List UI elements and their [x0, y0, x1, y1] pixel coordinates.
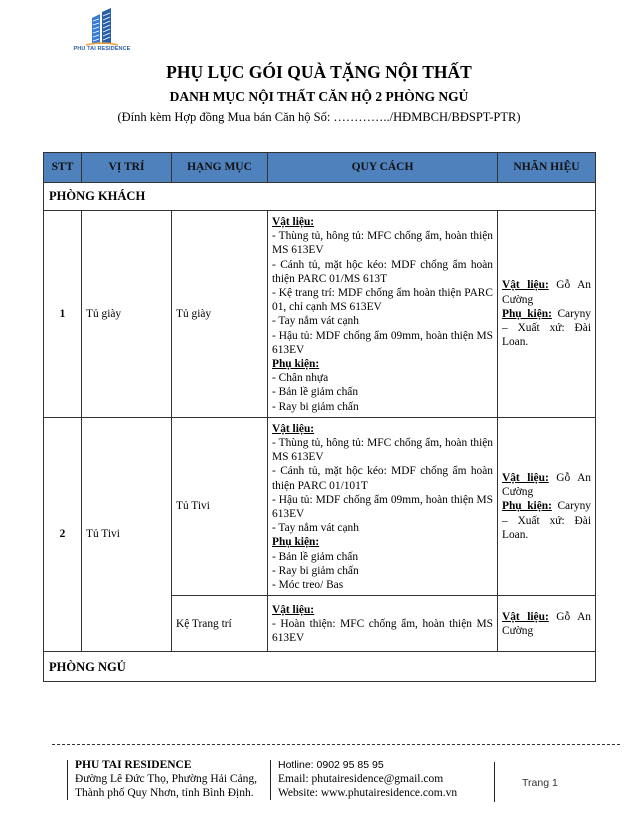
footer-address-2: Thành phố Quy Nhơn, tỉnh Bình Định. — [75, 787, 254, 799]
table-row — [44, 417, 596, 595]
brand-accessory: Caryny – Xuất xứ: Đài Loan. — [502, 500, 591, 541]
col-stt: STT — [44, 153, 82, 183]
row-category: Tủ giày — [172, 211, 268, 418]
spec-line: - Tay nắm vát cạnh — [272, 315, 359, 328]
brand-material-label: Vật liệu: — [502, 279, 549, 292]
col-spec: QUY CÁCH — [268, 153, 498, 183]
footer-email: Email: phutairesidence@gmail.com — [278, 773, 444, 785]
section-label: PHÒNG KHÁCH — [44, 183, 596, 211]
page-subtitle: DANH MỤC NỘI THẤT CĂN HỘ 2 PHÒNG NGỦ — [169, 89, 469, 104]
section-label: PHÒNG NGỦ — [44, 652, 596, 682]
brand-accessory: Caryny – Xuất xứ: Đài Loan. — [502, 307, 591, 349]
section-row-bedroom — [44, 652, 596, 682]
spec-line: - Cánh tủ, mặt hộc kéo: MDF chống ẩm hoàn thiện PARC 01/101T — [272, 465, 493, 492]
row-position: Tủ giày — [82, 211, 172, 418]
accessory-line: - Ray bi giảm chấn — [272, 564, 359, 577]
row-brand — [498, 417, 596, 595]
row-spec — [268, 417, 498, 595]
brand-accessory-label: Phụ kiện: — [502, 500, 552, 513]
spec-line: - Hoàn thiện: MFC chống ẩm, hoàn thiện MS 613EV — [272, 618, 493, 645]
brand-material-label: Vật liệu: — [502, 472, 549, 485]
company-logo — [62, 8, 142, 58]
row-spec — [268, 211, 498, 418]
row-number: 1 — [44, 211, 82, 418]
accessory-label: Phụ kiện: — [272, 358, 320, 371]
footer-separator — [494, 762, 495, 802]
footer-hotline: Hotline: 0902 95 85 95 — [278, 759, 384, 771]
row-position: Tủ Tivi — [82, 417, 172, 651]
spec-line: - Hậu tủ: MDF chống ẩm 09mm, hoàn thiện MS 613EV — [272, 493, 493, 521]
furniture-table — [43, 152, 596, 682]
row-brand — [498, 596, 596, 652]
spec-line: - Tay nắm vát cạnh — [272, 522, 359, 535]
footer-company — [75, 758, 257, 800]
col-brand: NHÃN HIỆU — [498, 153, 596, 183]
row-brand — [498, 211, 596, 418]
footer-separator — [67, 760, 68, 800]
row-spec — [268, 596, 498, 652]
row-category: Kệ Trang trí — [172, 596, 268, 652]
col-position: VỊ TRÍ — [82, 153, 172, 183]
accessory-line: - Móc treo/ Bas — [272, 579, 344, 592]
page-number: Trang 1 — [522, 777, 558, 789]
material-label: Vật liệu: — [272, 422, 315, 435]
footer-website: Website: www.phutairesidence.com.vn — [278, 787, 458, 799]
spec-line: - Kệ trang trí: MDF chống ẩm hoàn thiện PARC 01, chỉ cạnh MS 613EV — [272, 287, 493, 314]
spec-line: - Cánh tủ, mặt hộc kéo: MDF chống ẩm hoàn thiện PARC 01/MS 613T — [272, 258, 493, 285]
spec-line: - Thùng tủ, hông tủ: MFC chống ẩm, hoàn thiện MS 613EV — [272, 230, 493, 257]
page-title: PHỤ LỤC GÓI QUÀ TẶNG NỘI THẤT — [166, 62, 472, 82]
table-row — [44, 211, 596, 418]
spec-line: - Hậu tủ: MDF chống ẩm 09mm, hoàn thiện MS 613EV — [272, 329, 493, 356]
material-label: Vật liệu: — [272, 216, 315, 228]
accessory-line: - Chân nhựa — [272, 372, 329, 385]
accessory-line: - Ray bi giảm chấn — [272, 400, 359, 413]
brand-accessory-label: Phụ kiện: — [502, 307, 552, 320]
accessory-line: - Bản lề giảm chấn — [272, 386, 359, 399]
footer-divider — [52, 744, 620, 745]
brand-material: Gỗ An Cường — [502, 610, 591, 637]
footer-company-name: PHU TAI RESIDENCE — [75, 759, 192, 771]
col-category: HẠNG MỤC — [172, 153, 268, 183]
brand-material-label: Vật liệu: — [502, 610, 549, 623]
accessory-label: Phụ kiện: — [272, 536, 320, 549]
row-number: 2 — [44, 417, 82, 651]
contract-reference: (Đính kèm Hợp đồng Mua bán Căn hộ Số: …………../HĐMBCH/BĐSPT-PTR) — [117, 110, 521, 124]
accessory-line: - Bản lề giảm chấn — [272, 550, 359, 563]
material-label: Vật liệu: — [272, 603, 315, 616]
footer-separator — [270, 760, 271, 800]
brand-material: Gỗ An Cường — [502, 279, 591, 306]
table-header — [44, 153, 596, 183]
spec-line: - Thùng tủ, hông tủ: MFC chống ẩm, hoàn thiện MS 613EV — [272, 437, 493, 464]
building-logo-icon — [62, 8, 142, 48]
footer-address-1: Đường Lê Đức Thọ, Phường Hải Cảng, — [75, 773, 258, 785]
footer-contact — [278, 758, 457, 800]
row-category: Tủ Tivi — [172, 417, 268, 595]
logo-text: PHU TAI RESIDENCE — [73, 46, 131, 52]
brand-material: Gỗ An Cường — [502, 472, 591, 499]
section-row-living-room — [44, 183, 596, 211]
